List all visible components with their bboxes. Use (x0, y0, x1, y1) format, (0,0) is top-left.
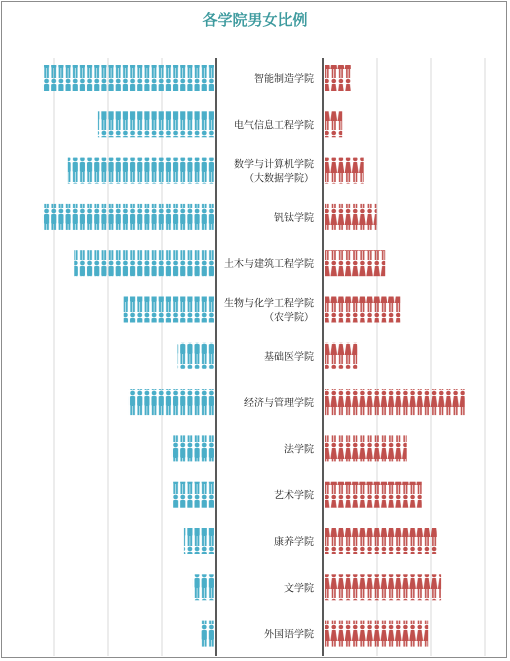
right-series (325, 65, 465, 647)
right-bar-7 (325, 389, 465, 415)
right-bar-4 (325, 250, 385, 276)
category-label-0-0: 智能制造学院 (254, 74, 314, 85)
category-label-4-0: 土木与建筑工程学院 (224, 259, 314, 271)
left-bar-5 (124, 297, 214, 323)
left-bar-1 (98, 111, 214, 137)
category-label-6-0: 基础医学院 (264, 351, 314, 363)
left-bar-6 (177, 343, 214, 369)
category-label-7-0: 经济与管理学院 (244, 398, 314, 410)
left-bar-9 (173, 482, 214, 508)
category-labels (224, 72, 314, 641)
category-label-2-1: （大数据学院） (244, 173, 314, 185)
left-bar-8 (171, 435, 214, 461)
left-series (42, 65, 214, 647)
right-bar-11 (325, 574, 441, 600)
chart-title: 各学院男女比例 (202, 11, 308, 29)
left-bar-3 (42, 204, 214, 230)
left-bar-12 (201, 621, 214, 647)
category-label-2-0: 数学与计算机学院 (234, 159, 314, 171)
right-bar-12 (325, 621, 428, 647)
category-label-3-0: 钒钛学院 (274, 212, 314, 224)
category-label-8-0: 法学院 (284, 444, 314, 456)
left-bar-11 (193, 574, 215, 600)
left-bar-10 (184, 528, 214, 554)
category-label-10-0: 康养学院 (274, 537, 314, 548)
category-label-1-0: 电气信息工程学院 (234, 120, 314, 132)
right-bar-9 (325, 482, 422, 508)
left-bar-0 (42, 65, 214, 91)
right-bar-1 (325, 111, 342, 137)
category-label-11-0: 文学院 (284, 583, 314, 595)
left-bar-7 (128, 389, 214, 415)
right-bar-5 (325, 297, 400, 323)
right-bar-0 (325, 65, 351, 91)
category-label-5-0: 生物与化学工程学院 (224, 298, 314, 310)
category-label-5-1: （农学院） (264, 312, 314, 324)
category-label-12-0: 外国语学院 (264, 629, 314, 641)
left-bar-4 (74, 250, 214, 276)
right-bar-8 (325, 435, 407, 461)
right-bar-10 (325, 528, 437, 554)
right-bar-6 (325, 343, 357, 369)
right-bar-2 (325, 158, 364, 184)
right-bar-3 (325, 204, 377, 230)
category-label-9-0: 艺术学院 (274, 490, 314, 502)
left-bar-2 (68, 158, 214, 184)
